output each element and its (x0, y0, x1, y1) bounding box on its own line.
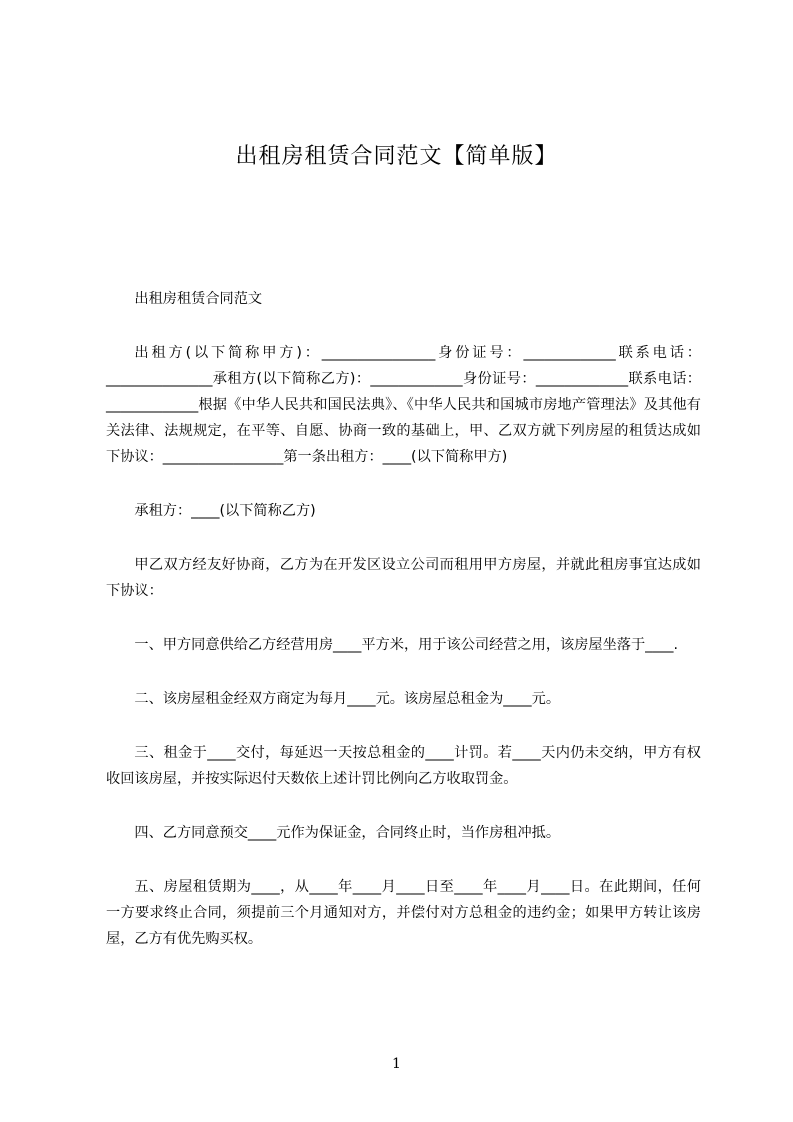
section-heading: 出租房租赁合同范文 (134, 291, 263, 307)
page-number: 1 (392, 1056, 401, 1072)
clause-5-paragraph: 五、房屋租赁期为____，从____年____月____日至____年____月____日。在此期间，任何一方要求终止合同，须提前三个月通知对方，并偿付对方总租金的违约金；如果甲方转让该房屋，乙方有优先购买权。 (106, 879, 701, 947)
agreement-intro-paragraph: 甲乙双方经友好协商，乙方为在开发区设立公司而租用甲方房屋，并就此租房事宜达成如下协议： (106, 557, 701, 599)
parties-paragraph: 出租方(以下简称甲方)：________________身份证号：_____________联系电话：_______________承租方(以下简称乙方)：_____________身份证号：_____________联系电话：_____________根据《中华人民共和国民法典》、《中华人民共和国城市房地产管理法》及其他有关法律、法规规定，在平等、自愿、协商一致的基础上，甲、乙双方就下列房屋的租赁达成如下协议：_________________第一条出租方：____(以下简称甲方) (106, 345, 701, 465)
document-title: 出租房租赁合同范文【简单版】 (235, 144, 558, 169)
document-body (106, 286, 701, 952)
lessee-paragraph: 承租方：____(以下简称乙方) (134, 503, 316, 519)
clause-2-paragraph: 二、该房屋租金经双方商定为每月____元。该房屋总租金为____元。 (134, 691, 561, 707)
clause-3-paragraph: 三、租金于____交付，每延迟一天按总租金的____计罚。若____天内仍未交纳，甲方有权收回该房屋，并按实际迟付天数依上述计罚比例向乙方收取罚金。 (106, 745, 701, 787)
clause-4-paragraph: 四、乙方同意预交____元作为保证金，合同终止时，当作房租冲抵。 (134, 825, 561, 841)
clause-1-paragraph: 一、甲方同意供给乙方经营用房____平方米，用于该公司经营之用，该房屋坐落于____. (134, 637, 679, 653)
